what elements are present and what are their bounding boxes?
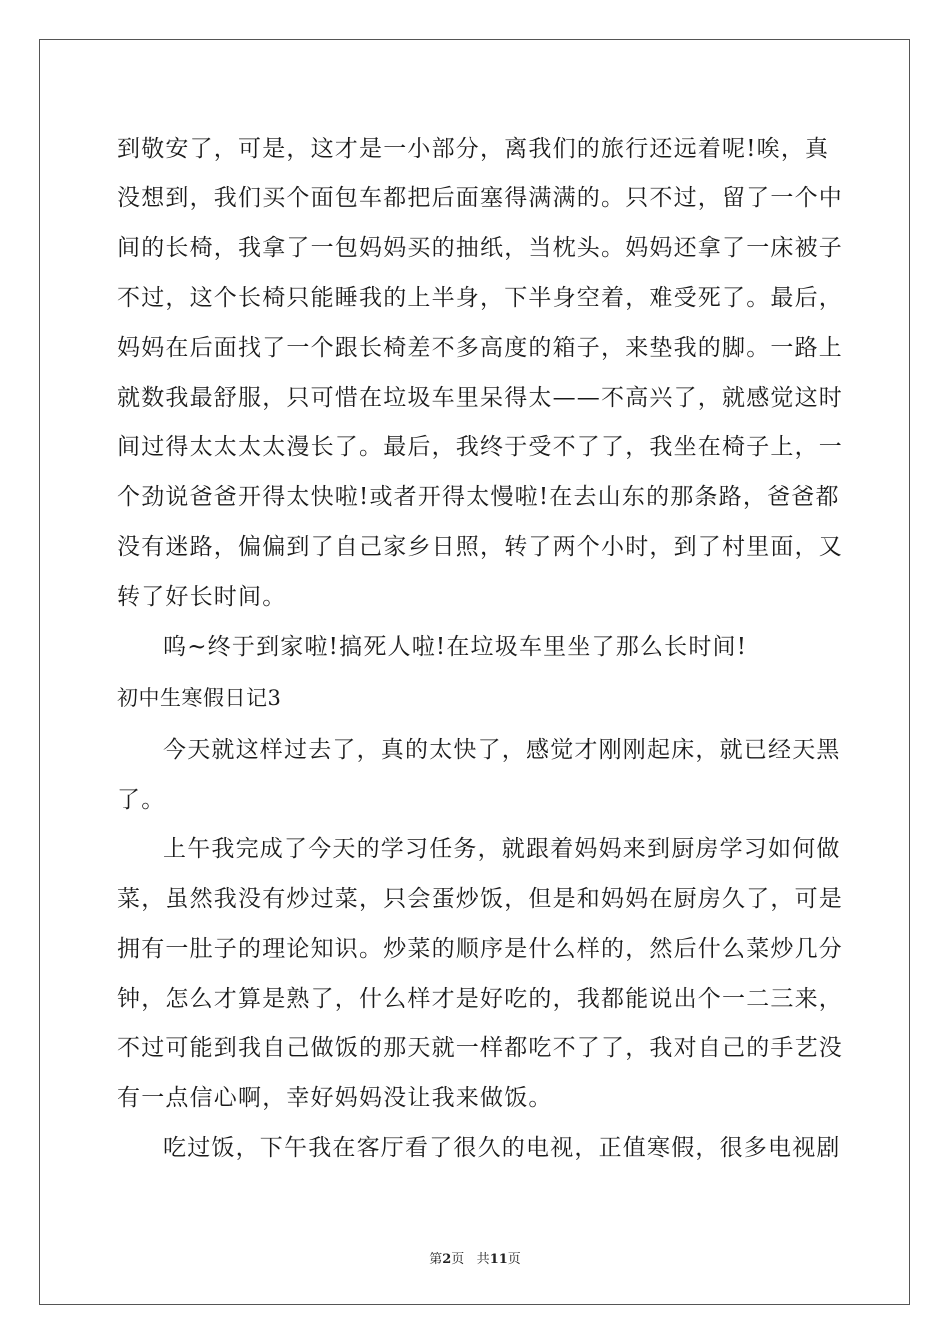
text-line: 呜~终于到家啦!搞死人啦!在垃圾车里坐了那么长时间! <box>163 634 748 660</box>
page-current: 2 <box>442 1252 452 1267</box>
page-border <box>39 39 910 1305</box>
total-unit: 页 <box>507 1252 521 1267</box>
total-prefix: 共 <box>476 1252 490 1267</box>
text-line: 有一点信心啊，幸好妈妈没让我来做饭。 <box>117 1085 553 1111</box>
text-line: 妈妈在后面找了一个跟长椅差不多高度的箱子，来垫我的脚。一路上 <box>117 335 843 361</box>
section-heading: 初中生寒假日记3 <box>117 686 282 710</box>
text-line: 个劲说爸爸开得太快啦!或者开得太慢啦!在去山东的那条路，爸爸都 <box>117 484 840 510</box>
page-total: 11 <box>489 1252 508 1267</box>
text-line: 钟，怎么才算是熟了，什么样才是好吃的，我都能说出个一二三来， <box>117 986 843 1012</box>
text-line: 没有迷路，偏偏到了自己家乡日照，转了两个小时，到了村里面，又 <box>117 534 843 560</box>
text-line: 了。 <box>117 787 166 813</box>
page-footer <box>0 1248 950 1267</box>
page-prefix: 第 <box>429 1252 443 1267</box>
text-line: 不过，这个长椅只能睡我的上半身，下半身空着，难受死了。最后， <box>117 285 843 311</box>
text-line: 不过可能到我自己做饭的那天就一样都吃不了了，我对自己的手艺没 <box>117 1035 843 1061</box>
text-line: 转了好长时间。 <box>117 584 287 610</box>
page-unit: 页 <box>451 1252 465 1267</box>
text-line: 间的长椅，我拿了一包妈妈买的抽纸，当枕头。妈妈还拿了一床被子 <box>117 235 843 261</box>
text-line: 没想到，我们买个面包车都把后面塞得满满的。只不过，留了一个中 <box>117 185 843 211</box>
text-line: 菜，虽然我没有炒过菜，只会蛋炒饭，但是和妈妈在厨房久了，可是 <box>117 886 843 912</box>
text-line: 间过得太太太太漫长了。最后，我终于受不了了，我坐在椅子上，一 <box>117 434 843 460</box>
text-line: 拥有一肚子的理论知识。炒菜的顺序是什么样的，然后什么菜炒几分 <box>117 936 843 962</box>
text-line: 到敬安了，可是，这才是一小部分，离我们的旅行还远着呢!唉，真 <box>117 136 830 162</box>
text-line: 今天就这样过去了，真的太快了，感觉才刚刚起床，就已经天黑 <box>163 737 841 763</box>
text-line: 就数我最舒服，只可惜在垃圾车里呆得太——不高兴了，就感觉这时 <box>117 385 843 411</box>
text-line: 上午我完成了今天的学习任务，就跟着妈妈来到厨房学习如何做 <box>163 836 841 862</box>
text-line: 吃过饭，下午我在客厅看了很久的电视，正值寒假，很多电视剧 <box>163 1135 841 1161</box>
